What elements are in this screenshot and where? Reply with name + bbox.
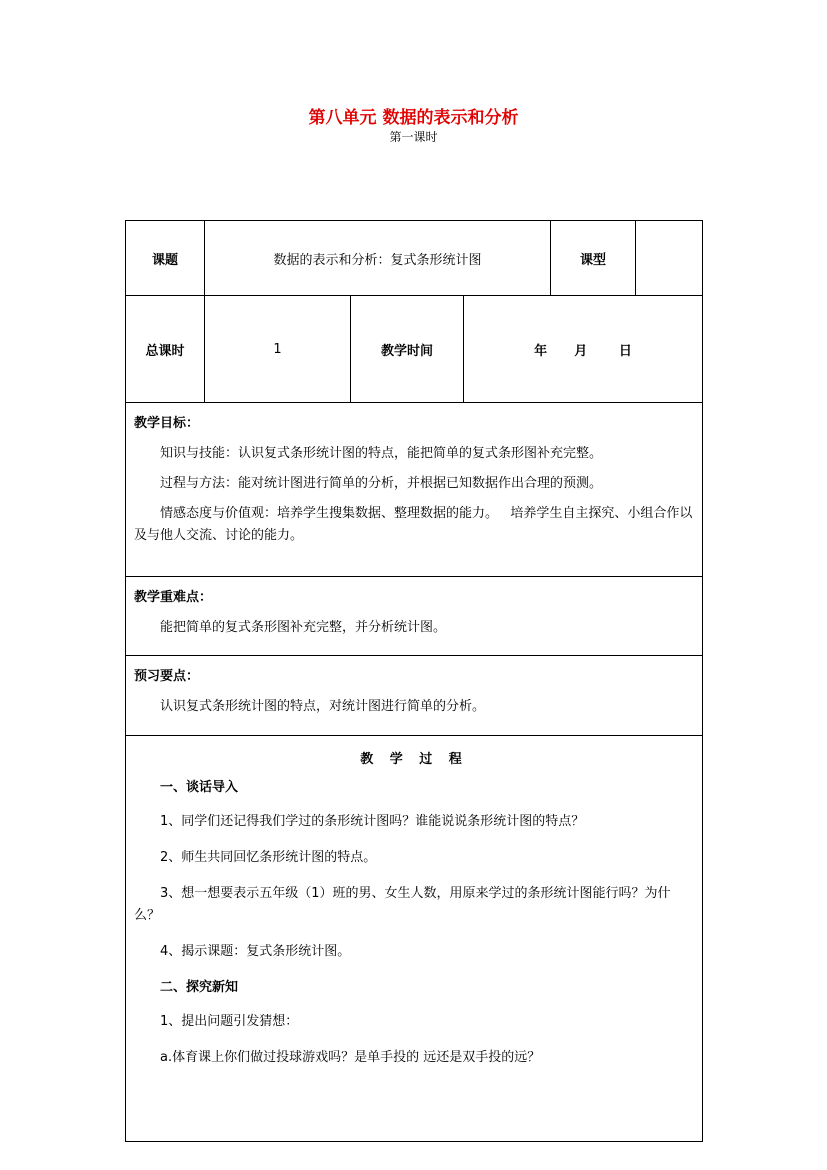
process-heading: 教 学 过 程 <box>360 752 468 767</box>
process-section <box>126 736 703 1142</box>
topic-value: 数据的表示和分析：复式条形统计图 <box>205 221 551 296</box>
section-heading: 一、谈话导入 <box>160 780 239 795</box>
section-heading: 二、探究新知 <box>160 980 239 995</box>
type-value <box>636 221 703 296</box>
process-item: 3、想一想要表示五年级（1）班的男、女生人数，用原来学过的条形统计图能行吗？为什么？ <box>134 886 671 923</box>
preview-text: 认识复式条形统计图的特点，对统计图进行简单的分析。 <box>160 699 486 714</box>
process-item: 1、提出问题引发猜想： <box>160 1014 299 1029</box>
teaching-time-value: 年 月 日 <box>464 296 703 403</box>
preview-heading: 预习要点： <box>134 669 200 684</box>
total-hours-value: 1 <box>205 296 351 403</box>
total-hours-label: 总课时 <box>126 296 205 403</box>
objectives-section <box>126 403 703 577</box>
topic-label: 课题 <box>126 221 205 296</box>
objective-item: 知识与技能：认识复式条形统计图的特点，能把简单的复式条形图补充完整。 <box>160 446 603 461</box>
preview-section <box>126 656 703 736</box>
process-item: 4、揭示课题：复式条形统计图。 <box>160 944 351 959</box>
process-item: 1、同学们还记得我们学过的条形统计图吗？谁能说说条形统计图的特点？ <box>160 814 585 829</box>
document-subtitle: 第一课时 <box>389 130 438 144</box>
objective-item: 过程与方法：能对统计图进行简单的分析，并根据已知数据作出合理的预测。 <box>160 476 603 491</box>
type-label: 课型 <box>551 221 636 296</box>
lesson-plan-table <box>125 220 703 1142</box>
objectives-heading: 教学目标： <box>134 416 200 431</box>
document-title: 第八单元 数据的表示和分析 <box>308 108 519 128</box>
key-points-section <box>126 577 703 656</box>
process-item: 2、师生共同回忆条形统计图的特点。 <box>160 850 377 865</box>
objective-item: 情感态度与价值观：培养学生搜集数据、整理数据的能力。 培养学生自主探究、小组合作以及与他人交流、讨论的能力。 <box>134 506 693 543</box>
key-points-text: 能把简单的复式条形图补充完整，并分析统计图。 <box>160 620 447 635</box>
process-item: a.体育课上你们做过投球游戏吗？是单手投的 远还是双手投的远？ <box>160 1050 541 1065</box>
teaching-time-label: 教学时间 <box>351 296 464 403</box>
key-points-heading: 教学重难点： <box>134 590 213 605</box>
